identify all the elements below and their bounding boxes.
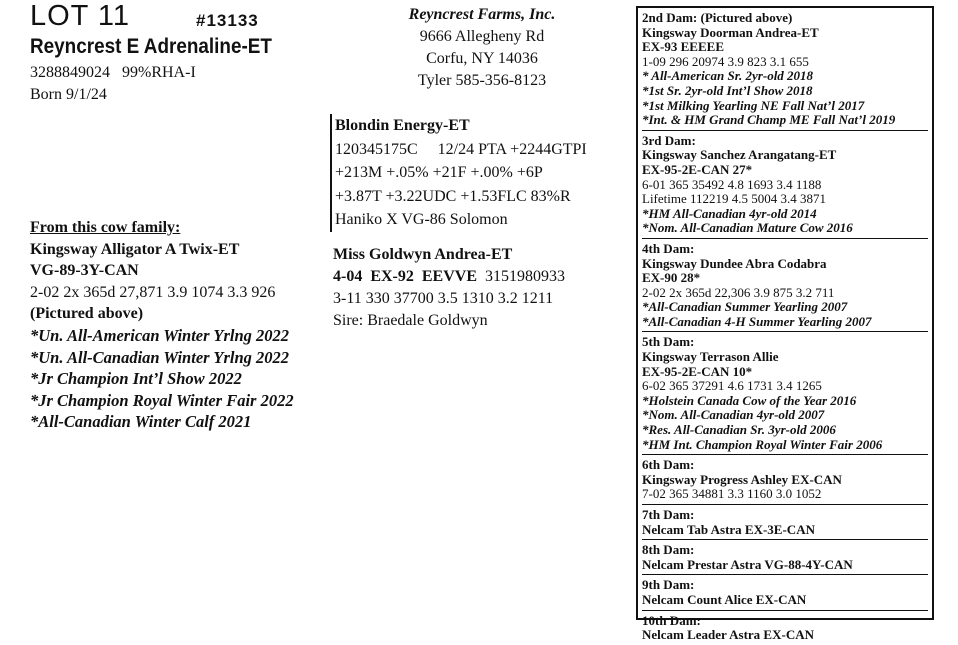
pedigree-dam-name: Kingsway Terrason Allie — [642, 349, 779, 365]
pedigree-dam-name: Kingsway Doorman Andrea-ET — [642, 24, 819, 40]
pedigree-box — [636, 6, 934, 643]
pedigree-dam-name: Nelcam Count Alice EX-CAN — [642, 591, 807, 607]
pedigree-dam-award: *Res. All-Canadian Sr. 3yr-old 2006 — [642, 422, 836, 438]
pedigree-dam-label: 4th Dam: — [642, 240, 695, 256]
pedigree-dam-block — [642, 134, 928, 239]
pedigree-dam-record: 7-02 365 34881 3.3 1160 3.0 1052 — [642, 486, 822, 502]
dam-record: 3-11 330 37700 3.5 1310 3.2 1211 — [333, 290, 554, 307]
sire-line: +3.87T +3.22UDC +1.53FLC 83%R — [335, 187, 571, 205]
sire-line: +213M +.05% +21F +.00% +6P — [335, 164, 543, 181]
sire-name: Blondin Energy-ET — [335, 117, 470, 134]
pedigree-dam-award: *Holstein Canada Cow of the Year 2016 — [642, 392, 857, 408]
pedigree-dam-award: *All-Canadian Summer Yearling 2007 — [642, 299, 848, 315]
pedigree-dam-record: 1-09 296 20974 3.9 823 3.1 655 — [642, 53, 809, 69]
pedigree-dam-award: *Nom. All-Canadian Mature Cow 2016 — [642, 220, 853, 236]
dam-block — [333, 244, 565, 332]
family-award: *Un. All-Canadian Winter Yrlng 2022 — [30, 347, 290, 367]
pedigree-dam-block — [642, 242, 928, 333]
pedigree-dam-block — [642, 335, 928, 455]
pedigree-dam-block — [642, 614, 928, 645]
family-classification: VG-89-3Y-CAN — [30, 262, 139, 280]
consignor-farm: Reyncrest Farms, Inc. — [408, 6, 556, 23]
sire-line: 120345175C 12/24 PTA +2244GTPI — [335, 140, 587, 158]
pedigree-dam-name: Nelcam Prestar Astra VG-88-4Y-CAN — [642, 556, 853, 572]
pedigree-dam-award: * All-American Sr. 2yr-old 2018 — [642, 68, 814, 84]
pedigree-dam-award: *1st Milking Yearling NE Fall Nat’l 2017 — [642, 97, 865, 113]
pedigree-dam-award: *Int. & HM Grand Champ ME Fall Nat’l 2019 — [642, 112, 896, 128]
pedigree-dam-block — [642, 578, 928, 610]
pedigree-dam-classification: EX-90 28* — [642, 270, 701, 286]
pedigree-dam-label: 7th Dam: — [642, 507, 695, 522]
dam-name: Miss Goldwyn Andrea-ET — [333, 246, 513, 263]
cow-family-block — [30, 217, 294, 433]
pedigree-dam-label: 5th Dam: — [642, 334, 695, 350]
pedigree-dam-classification: EX-95-2E-CAN 10* — [642, 363, 753, 379]
pedigree-dam-label: 10th Dam: — [642, 612, 701, 628]
animal-name: Reyncrest E Adrenaline-ET — [30, 35, 272, 58]
pedigree-dam-award: *HM All-Canadian 4yr-old 2014 — [642, 205, 817, 221]
family-pictured: (Pictured above) — [30, 305, 144, 323]
family-award: *Un. All-American Winter Yrlng 2022 — [30, 325, 290, 345]
pedigree-dam-award: *HM Int. Champion Royal Winter Fair 2006 — [642, 436, 883, 452]
pedigree-dam-name: Nelcam Leader Astra EX-CAN — [642, 627, 814, 643]
sire-block — [330, 114, 587, 232]
pedigree-dam-record: Lifetime 112219 4.5 5004 3.4 3871 — [642, 191, 827, 207]
consignor-contact: Tyler 585-356-8123 — [417, 72, 547, 89]
family-header: From this cow family: — [30, 219, 181, 236]
pedigree-dam-label: 8th Dam: — [642, 542, 695, 558]
pedigree-dam-block — [642, 11, 928, 131]
lot-label: LOT 11 — [30, 0, 131, 32]
family-award: *Jr Champion Royal Winter Fair 2022 — [30, 390, 294, 410]
birth-date: Born 9/1/24 — [30, 86, 107, 103]
consignor-address1: 9666 Allegheny Rd — [419, 28, 545, 45]
pedigree-dam-name: Kingsway Dundee Abra Codabra — [642, 255, 827, 271]
pedigree-dam-classification: EX-95-2E-CAN 27* — [642, 161, 753, 177]
pedigree-dam-record: 6-02 365 37291 4.6 1731 3.4 1265 — [642, 378, 822, 394]
family-award: *Jr Champion Int’l Show 2022 — [30, 369, 242, 389]
sire-line: Haniko X VG-86 Solomon — [335, 211, 508, 228]
pedigree-dam-award: *Nom. All-Canadian 4yr-old 2007 — [642, 407, 825, 423]
registration-line: 3288849024 99%RHA-I — [30, 64, 196, 81]
dam-classification: 4-04 EX-92 EEVVE — [333, 268, 478, 285]
dam-registration: 3151980933 — [477, 268, 566, 285]
pedigree-dam-block — [642, 508, 928, 540]
pedigree-dam-label: 9th Dam: — [642, 577, 695, 593]
pedigree-dam-name: Nelcam Tab Astra EX-3E-CAN — [642, 521, 815, 537]
pedigree-dam-record: 2-02 2x 365d 22,306 3.9 875 3.2 711 — [642, 284, 835, 300]
pedigree-dam-award: *1st Sr. 2yr-old Int’l Show 2018 — [642, 82, 813, 98]
pedigree-dam-label: 6th Dam: — [642, 457, 695, 473]
pedigree-dam-award: *All-Canadian 4-H Summer Yearling 2007 — [642, 313, 872, 329]
consignor-address2: Corfu, NY 14036 — [426, 50, 538, 67]
pedigree-dam-record: 6-01 365 35492 4.8 1693 3.4 1188 — [642, 176, 822, 192]
lot-number: #13133 — [196, 11, 259, 30]
dam-sire: Sire: Braedale Goldwyn — [333, 312, 488, 329]
pedigree-dam-name: Kingsway Sanchez Arangatang-ET — [642, 147, 837, 163]
family-record: 2-02 2x 365d 27,871 3.9 1074 3.3 926 — [30, 283, 276, 301]
pedigree-dam-label: 2nd Dam: (Pictured above) — [642, 10, 793, 25]
pedigree-dam-block — [642, 543, 928, 575]
family-award: *All-Canadian Winter Calf 2021 — [30, 412, 252, 432]
consignor-block — [398, 4, 566, 92]
pedigree-dam-name: Kingsway Progress Ashley EX-CAN — [642, 471, 842, 487]
pedigree-dam-classification: EX-93 EEEEE — [642, 39, 724, 55]
family-cow-name: Kingsway Alligator A Twix-ET — [30, 240, 240, 258]
pedigree-dam-block — [642, 458, 928, 505]
pedigree-dam-label: 3rd Dam: — [642, 132, 696, 148]
